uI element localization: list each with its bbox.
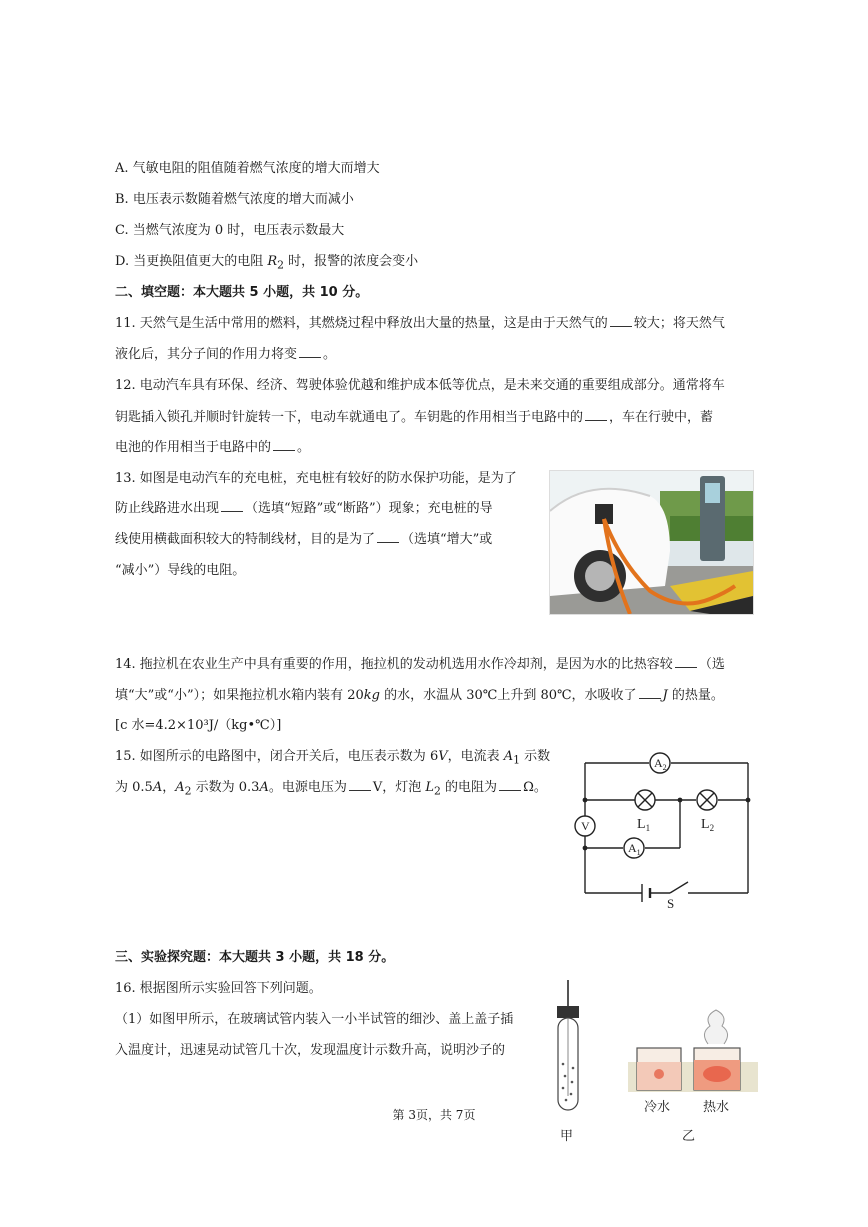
cold-water-label: 冷水 [644, 1100, 671, 1115]
q13-line3: 线使用横截面积较大的特制线材，目的是为了 （选填“增大”或 [115, 532, 493, 547]
q12-line1: 12. 电动汽车具有环保、经济、驾驶体验优越和维护成本低等优点，是未来交通的重要组成部分。通常将车 [115, 378, 725, 393]
choice-d: D. 当更换阻值更大的电阻 $R_2$ 时，报警的浓度会变小 [115, 254, 419, 272]
q14-line3: [c 水=4.2×10³J/（kg•℃）] [115, 718, 282, 733]
q11-line1: 11. 天然气是生活中常用的燃料，其燃烧过程中释放出大量的热量，这是由于天然气的 较大；将天然气 [115, 316, 725, 331]
ammeter-a2-label: $A_2$ [654, 756, 667, 772]
experiment-figure [540, 978, 770, 1153]
q16-line3: 入温度计，迅速晃动试管几十次，发现温度计示数升高，说明沙子的 [115, 1043, 506, 1058]
figure-yi-label: 乙 [682, 1129, 696, 1144]
q15-line2: 为 0.5A，$A_2$ 示数为 0.3A。电源电压为 V，灯泡 $L_2$ 的电阻为 Ω。 [115, 780, 547, 798]
q13-line1: 13. 如图是电动汽车的充电桩，充电桩有较好的防水保护功能，是为了 [115, 471, 517, 486]
q12-line2: 钥匙插入锁孔并顺时针旋转一下，电动车就通电了。车钥匙的作用相当于电路中的 ，车在行驶中，蓄 [115, 410, 714, 425]
charging-station-photo [549, 470, 754, 615]
voltmeter-label: V [581, 819, 590, 833]
choice-c: C. 当燃气浓度为 0 时，电压表示数最大 [115, 223, 345, 238]
choice-a: A. 气敏电阻的阻值随着燃气浓度的增大而增大 [115, 161, 380, 176]
ammeter-a1-label: $A_1$ [628, 841, 641, 857]
q14-line1: 14. 拖拉机在农业生产中具有重要的作用，拖拉机的发动机选用水作冷却剂，是因为水的比热容较 （选 [115, 657, 725, 672]
section-3-title: 三、实验探究题：本大题共 3 小题，共 18 分。 [115, 950, 395, 965]
switch-label: S [667, 896, 675, 908]
choice-b: B. 电压表示数随着燃气浓度的增大而减小 [115, 192, 354, 207]
q16-line2: （1）如图甲所示，在玻璃试管内装入一小半试管的细沙、盖上盖子插 [115, 1012, 514, 1027]
lamp-l2-label: $L_2$ [701, 817, 715, 833]
q13-line4: “减小”）导线的电阻。 [115, 563, 246, 578]
hot-water-label: 热水 [703, 1100, 730, 1115]
lamp-l1-label: $L_1$ [637, 817, 651, 833]
q11-line2: 液化后，其分子间的作用力将变 。 [115, 347, 337, 362]
figure-jia-label: 甲 [560, 1129, 574, 1144]
q15-line1: 15. 如图所示的电路图中，闭合开关后，电压表示数为 6V，电流表 $A_1$ 示数 [115, 749, 551, 767]
page-footer: 第 3页，共 7页 [392, 1108, 476, 1122]
q12-line3: 电池的作用相当于电路中的 。 [115, 440, 311, 455]
q14-line2: 填“大”或“小”）；如果拖拉机水箱内装有 20kg 的水，水温从 30℃上升到 80℃，水吸收了 J 的热量。 [115, 688, 724, 703]
q16-line1: 16. 根据图所示实验回答下列问题。 [115, 981, 322, 996]
q13-line2: 防止线路进水出现 （选填“短路”或“断路”）现象；充电桩的导 [115, 501, 493, 516]
circuit-diagram [570, 748, 760, 908]
section-2-title: 二、填空题：本大题共 5 小题，共 10 分。 [115, 285, 369, 300]
